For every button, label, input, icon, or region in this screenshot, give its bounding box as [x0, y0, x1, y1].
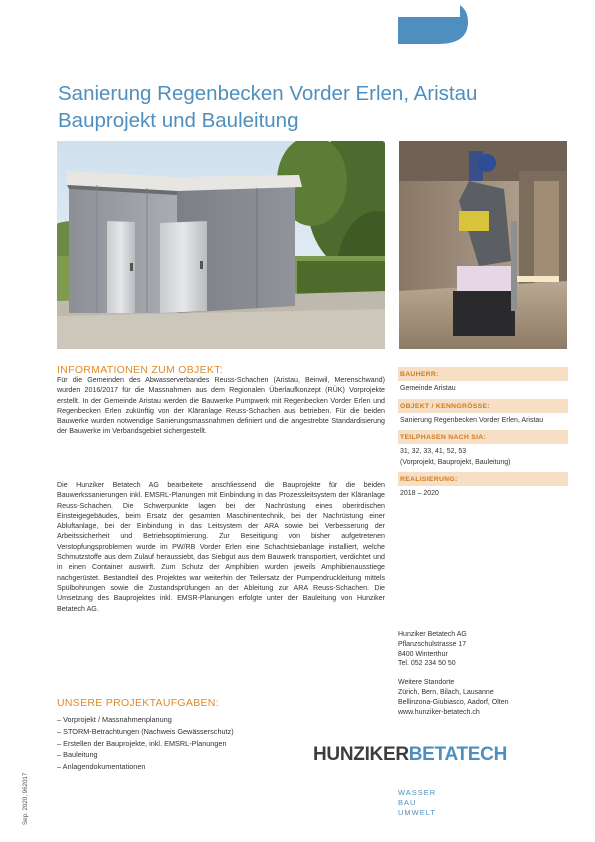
- info-paragraph-2: Die Hunziker Betatech AG bearbeitete anschliessend die Bauprojekte für die beiden Bauwerkssanierungen inkl. EMSRL-Planungen mit Einbindung in das Prozessleitsystem der Kläranlage Reuss-Schachen. Die Schwerpunkte lagen bei der Nachrüstung eines oberirdischen Einsteigegebäudes, beim Ersatz der gesamten Maschinentechnik, bei der Nachrüstung einer Abluftanlage, bei der Einbindung in das Leitsystem der ARA sowie bei Verbesserung der Arbeitssicherheit und Betriebsoptimierung. Zur Beseitigung von bisher aufgetretenen Verstopfungsproblemen wurde im PW/RB Vorder Erlen eine Schachtsiebanlage installiert, welche Schmutzstoffe aus dem Zulauf heraussiebt, das Siebgut aus dem Bauwerk transportiert, verdichtet und in einen Container auswirft. Zum Schutz der Amphibien wurden jeweils Amphibienausstiege nachgerüstet. Bestandteil des Projektes war weiterhin der Teilersatz der Pumpendruckleitung mittels Spülbohrungen sowie die Zustandsprüfungen an der Ableitung zur ARA Reuss-Schachen. Die Umsetzung des Bauprojektes inkl. EMSR-Planungen erfolgte unter der Bauleitung von Hunziker Betatech AG.: [57, 481, 385, 613]
- project-facts: [398, 367, 568, 504]
- tagline-line-2: BAU: [398, 798, 417, 807]
- page-title: [58, 80, 538, 134]
- machinery-photo: [399, 141, 567, 349]
- bauherr-label: BAUHERR:: [398, 367, 568, 381]
- street: Pflanzschulstrasse 17: [398, 640, 467, 648]
- contact-block: [398, 630, 568, 717]
- list-item: – Bauleitung: [57, 750, 98, 760]
- title-line-2: Bauprojekt und Bauleitung: [58, 109, 299, 132]
- list-item: – Anlagendokumentationen: [57, 762, 146, 772]
- objekt-value: Sanierung Regenbecken Vorder Erlen, Aristau: [400, 416, 544, 424]
- tagline-line-3: UMWELT: [398, 808, 436, 817]
- document-date: Sep. 2020, 962017: [22, 772, 29, 825]
- title-line-1: Sanierung Regenbecken Vorder Erlen, Aristau: [58, 82, 478, 105]
- tasks-heading: UNSERE PROJEKTAUFGABEN:: [57, 697, 219, 709]
- locations-line-2: Bellinzona-Giubiasco, Aadorf, Olten: [398, 698, 509, 706]
- teilphasen-label: TEILPHASEN NACH SIA:: [398, 430, 568, 444]
- building-photo: [57, 141, 385, 349]
- realisierung-value: 2018 – 2020: [400, 490, 439, 497]
- teilphasen-value: 31, 32, 33, 41, 52, 53: [400, 448, 467, 455]
- logo-mark-icon: [398, 0, 468, 44]
- list-item: – Erstellen der Bauprojekte, inkl. EMSRL-Planungen: [57, 738, 227, 748]
- tasks-list: [57, 714, 357, 773]
- brand-logo: [313, 744, 507, 766]
- objekt-label: OBJEKT / KENNGRÖSSE:: [398, 399, 568, 413]
- list-item: – STORM-Betrachtungen (Nachweis Gewässerschutz): [57, 726, 234, 736]
- info-heading: INFORMATIONEN ZUM OBJEKT:: [57, 364, 223, 376]
- brand-part-2: BETATECH: [408, 744, 507, 765]
- realisierung-label: REALISIERUNG:: [398, 472, 568, 486]
- info-paragraph-1: Für die Gemeinden des Abwasserverbandes Reuss-Schachen (Aristau, Beinwil, Merenschwand) wurden 2016/2017 für die Massnahmen aus dem Regionalen Überlaufkonzept (RÜK) Vorprojekte erstellt. In der Gemeinde Aristau werden die Bauwerke Pumpwerk mit Regenbecken Vorder Erlen und Regenbecken Erlen zukünftig von der Kläranlage Reuss-Schachen aus betrieben. Für die beiden Bauwerke wurden notwendige Sanierungsmassnahmen definiert und die angestrebte Standardisierung der Bauwerke im Verbandsgebiet sichergestellt.: [57, 376, 385, 436]
- company-name: Hunziker Betatech AG: [398, 631, 467, 638]
- brand-part-1: HUNZIKER: [313, 744, 409, 765]
- brand-tagline: [398, 788, 436, 818]
- list-item: – Vorprojekt / Massnahmenplanung: [57, 715, 172, 724]
- website-link[interactable]: www.hunziker-betatech.ch: [398, 708, 480, 716]
- city: 8400 Winterthur: [398, 650, 448, 658]
- locations-title: Weitere Standorte: [398, 679, 455, 687]
- phone: Tel. 052 234 50 50: [398, 660, 456, 668]
- bauherr-value: Gemeinde Aristau: [400, 385, 456, 392]
- teilphasen-value-detail: (Vorprojekt, Bauprojekt, Bauleitung): [400, 458, 511, 466]
- locations-line-1: Zürich, Bern, Bilach, Lausanne: [398, 688, 494, 696]
- tagline-line-1: WASSER: [398, 788, 437, 797]
